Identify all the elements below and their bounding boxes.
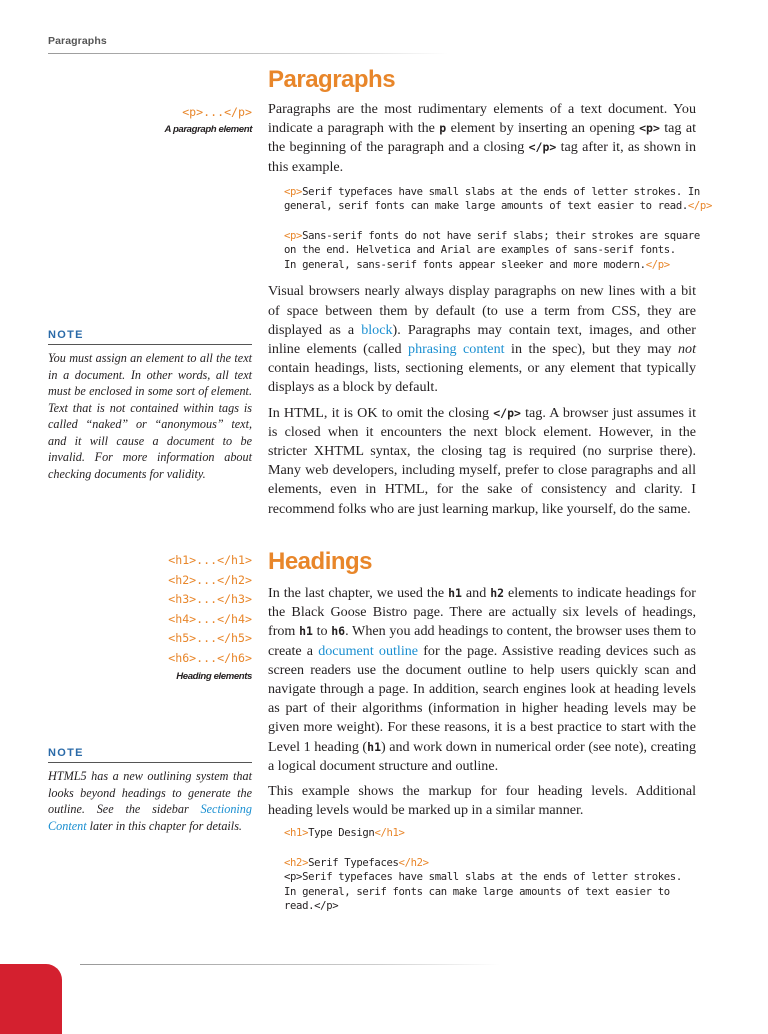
sidebar-tag: <h4>...</h4>: [168, 611, 252, 626]
inline-code: h1: [299, 624, 313, 639]
sidebar-tag: <h1>...</h1>: [168, 553, 252, 567]
document-outline-link[interactable]: document outline: [318, 642, 419, 659]
body-paragraph: In HTML, it is OK to omit the closing </p> tag. A browser just assumes it is closed when it encounters the next block element. However, in the stricter XHTML syntax, the closing tag is required (no surprise there). Many web developers, including myself, prefer to close paragraphs and all elements, even in HTML, for the sake of consistency and clarity. I recommend folks who are just learning markup, like yourself, do the same.: [268, 404, 696, 517]
code-example: <p>Serif typefaces have small slabs at the ends of letter strokes. In general, serif fonts can make large amounts of text easier to read.</p> <p>Sans-serif fonts do not have serif slabs; their strokes are square on the end. Helvetica and Arial are examples of sans-serif fonts. In general, sans-serif fonts appear sleeker and more modern.</p>: [284, 185, 712, 271]
note-label: NOTE: [48, 329, 252, 345]
paragraph-element-sidebar: [30, 103, 252, 135]
inline-code: p: [439, 121, 447, 136]
sectioning-content-link[interactable]: Sectioning Content: [48, 802, 252, 833]
paragraphs-section: [268, 66, 712, 519]
body-paragraph: In the last chapter, we used the h1 and h2 elements to indicate headings for the Black Goose Bistro page. There are actually six levels of headings, from h1 to h6. When you add headings to content, the browser uses them to create a document outline for the page. Assistive reading devices such as screen readers use the document outline to help users quickly scan and navigate through a page. In addition, search engines look at heading levels as part of their algorithms (information in higher heading levels may be given more weight). For these reasons, it is a best practice to start with the Level 1 heading (h1) and work down in numerical order (see note), creating a logical document structure and outline.: [268, 585, 697, 774]
inline-code: h1: [448, 586, 462, 600]
inline-code: </p>: [493, 405, 521, 420]
intro-paragraph: Paragraphs are the most rudimentary elements of a text document. You indicate a paragraph with the p element by inserting an opening <p> tag at the beginning of the paragraph and a closing </p> tag after it, as shown in this example.: [268, 101, 696, 175]
note-text: HTML5 has a new outlining system that looks beyond headings to generate the outline. See the sidebar Sectioning Content later in this chapter for details.: [48, 769, 252, 833]
inline-code: </p>: [528, 140, 557, 155]
body-paragraph: This example shows the markup for four heading levels. Additional heading levels would be marked up in a similar manner.: [268, 783, 696, 819]
section-heading: Paragraphs: [268, 66, 396, 93]
sidebar-tag: <p>...</p>: [182, 105, 252, 119]
heading-elements-sidebar: [30, 551, 252, 682]
section-heading: Headings: [268, 548, 373, 575]
inline-code: <p>: [639, 121, 660, 136]
code-example: <h1>Type Design</h1> <h2>Serif Typefaces</h2> <p>Serif typefaces have small slabs at the ends of letter strokes. In general, serif fonts can make large amounts of text easier to read.</p>: [284, 827, 682, 913]
sidebar-caption: A paragraph element: [164, 123, 252, 135]
running-head: Paragraphs: [48, 35, 107, 47]
running-head-rule: [48, 53, 448, 54]
body-paragraph: Visual browsers nearly always display paragraphs on new lines with a bit of space between them by default (to use a term from CSS, they are displayed as a block). Paragraphs may contain text, images, and other inline elements (called phrasing content in the spec), but they may not contain headings, lists, sectioning elements, or any element that typically displays as a block by default.: [268, 283, 696, 396]
footer-rule: [80, 964, 500, 965]
sidebar-tag: <h2>...</h2>: [168, 572, 252, 587]
note-box: [48, 747, 252, 834]
note-text: You must assign an element to all the text in a document. In other words, all text must be enclosed in some sort of element. Text that is not contained within tags is called “naked” or “anonymous” text, and it will cause a document to be invalid. For more information about checking documents for validity.: [48, 351, 252, 481]
note-label: NOTE: [48, 747, 252, 763]
inline-code: h6: [331, 624, 346, 639]
sidebar-tag: <h6>...</h6>: [168, 650, 252, 665]
sidebar-caption: Heading elements: [176, 671, 252, 682]
note-box: [48, 329, 252, 482]
block-link[interactable]: block: [361, 321, 393, 338]
headings-section: [268, 548, 696, 914]
inline-code: h1: [367, 739, 381, 754]
inline-code: h2: [490, 586, 505, 600]
phrasing-content-link[interactable]: phrasing content: [408, 340, 505, 357]
sidebar-tag: <h5>...</h5>: [168, 631, 252, 645]
sidebar-tag: <h3>...</h3>: [168, 592, 252, 606]
